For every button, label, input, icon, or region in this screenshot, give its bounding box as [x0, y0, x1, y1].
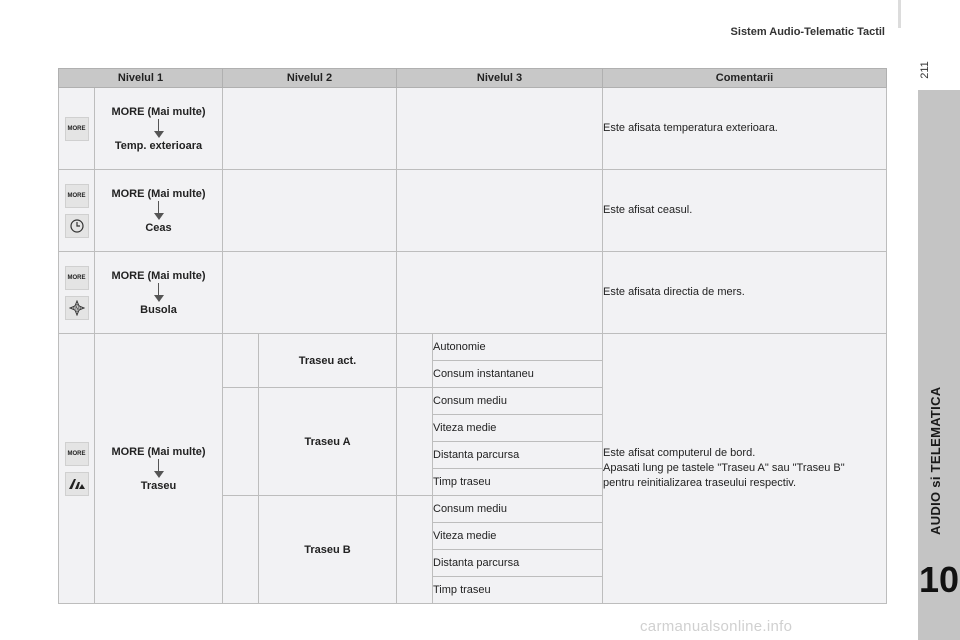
clock-icon: [65, 214, 89, 238]
level3-empty: [397, 252, 603, 334]
level1-path: [95, 170, 223, 252]
table-row: [59, 88, 887, 170]
level2-spacer: [223, 388, 259, 496]
watermark: carmanualsonline.info: [640, 618, 793, 635]
path-top: MORE (Mai multe): [111, 269, 206, 282]
header-rule: [898, 0, 901, 28]
level2-spacer: [223, 334, 259, 388]
level2-label: Traseu B: [259, 496, 397, 604]
arrow-down-icon: [154, 459, 164, 479]
level3-item: Consum mediu: [433, 388, 603, 415]
svg-text:N: N: [74, 305, 79, 312]
level1-path: [95, 252, 223, 334]
level2-spacer: [223, 496, 259, 604]
level3-item: Consum instantaneu: [433, 361, 603, 388]
level2-label: Traseu act.: [259, 334, 397, 388]
table-header-row: [59, 69, 887, 88]
comment-line: pentru reinitializarea traseului respectiv.: [603, 477, 796, 489]
arrow-down-icon: [154, 201, 164, 221]
comment: Este afisata temperatura exterioara.: [603, 88, 887, 170]
level3-item: Timp traseu: [433, 469, 603, 496]
level3-item: Consum mediu: [433, 496, 603, 523]
path-bottom: Ceas: [145, 221, 172, 234]
path-bottom: Temp. exterioara: [114, 139, 203, 152]
icon-cell: [59, 170, 95, 252]
level3-item: Timp traseu: [433, 577, 603, 604]
more-icon: MORE: [65, 184, 89, 208]
level2-label: Traseu A: [259, 388, 397, 496]
path-top: MORE (Mai multe): [111, 187, 206, 200]
more-icon: MORE: [65, 442, 89, 466]
chapter-number: 10: [918, 559, 960, 600]
path-top: MORE (Mai multe): [111, 445, 206, 458]
table-row: [59, 170, 887, 252]
level3-item: Distanta parcursa: [433, 442, 603, 469]
level3-empty: [397, 88, 603, 170]
level2-empty: [223, 252, 397, 334]
table-row: [59, 334, 887, 361]
comment-line: Este afisat computerul de bord.: [603, 447, 756, 459]
column-header-level3: Nivelul 3: [397, 69, 603, 88]
level3-item: Viteza medie: [433, 415, 603, 442]
comment-line: Apasati lung pe tastele "Traseu A" sau "Traseu B": [603, 462, 845, 474]
menu-table: [58, 68, 887, 604]
comment: Este afisat ceasul.: [603, 170, 887, 252]
level3-item: Distanta parcursa: [433, 550, 603, 577]
level2-empty: [223, 88, 397, 170]
comment: Este afisata directia de mers.: [603, 252, 887, 334]
arrow-down-icon: [154, 119, 164, 139]
compass-icon: [65, 296, 89, 320]
column-header-level1: Nivelul 1: [59, 69, 223, 88]
level1-path: [95, 88, 223, 170]
comment: [603, 334, 887, 604]
level3-item: Autonomie: [433, 334, 603, 361]
more-icon: MORE: [65, 266, 89, 290]
trip-icon: [65, 472, 89, 496]
path-top: MORE (Mai multe): [111, 105, 206, 118]
more-icon: MORE: [65, 117, 89, 141]
icon-cell: [59, 334, 95, 604]
level3-spacer: [397, 388, 433, 496]
path-bottom: Traseu: [140, 479, 177, 492]
page-number: 211: [919, 61, 931, 79]
level2-empty: [223, 170, 397, 252]
arrow-down-icon: [154, 283, 164, 303]
level3-empty: [397, 170, 603, 252]
path-bottom: Busola: [140, 303, 177, 316]
level3-spacer: [397, 334, 433, 388]
level3-spacer: [397, 496, 433, 604]
icon-cell: [59, 88, 95, 170]
table-row: [59, 252, 887, 334]
level3-item: Viteza medie: [433, 523, 603, 550]
column-header-comments: Comentarii: [603, 69, 887, 88]
chapter-side-label: AUDIO si TELEMATICA: [928, 386, 943, 535]
level1-path: [95, 334, 223, 604]
icon-cell: [59, 252, 95, 334]
column-header-level2: Nivelul 2: [223, 69, 397, 88]
page-header-title: Sistem Audio-Telematic Tactil: [730, 26, 885, 38]
